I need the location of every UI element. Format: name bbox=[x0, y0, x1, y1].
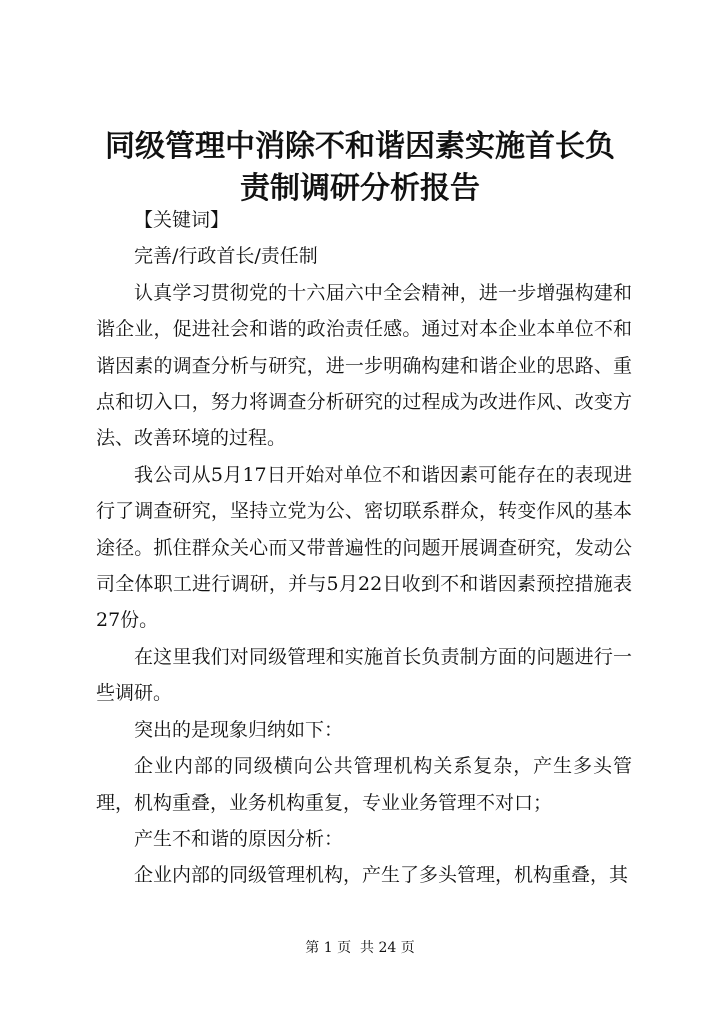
body-paragraph: 认真学习贯彻党的十六届六中全会精神，进一步增强构建和谐企业，促进社会和谐的政治责任感。通过对本企业本单位不和谐因素的调查分析与研究，进一步明确构建和谐企业的思路、重点和切入口，努力将调查分析研究的过程成为改进作风、改变方法、改善环境的过程。 bbox=[96, 281, 632, 450]
body-paragraph: 企业内部的同级横向公共管理机构关系复杂，产生多头管理，机构重叠，业务机构重复，专业业务管理不对口； bbox=[96, 755, 632, 814]
body-paragraph: 我公司从5月17日开始对单位不和谐因素可能存在的表现进行了调查研究，坚持立党为公、密切联系群众，转变作风的基本途径。抓住群众关心而又带普遍性的问题开展调查研究，发动公司全体职工进行调研，并与5月22日收到不和谐因素预控措施表27份。 bbox=[96, 463, 632, 632]
body-paragraph: 突出的是现象归纳如下： bbox=[134, 718, 344, 741]
keywords-list: 完善/行政首长/责任制 bbox=[134, 245, 318, 268]
page-number: 第 1 页 共 24 页 bbox=[305, 940, 415, 956]
body-paragraph: 在这里我们对同级管理和实施首长负责制方面的问题进行一些调研。 bbox=[96, 645, 632, 705]
document-title: 同级管理中消除不和谐因素实施首长负责制调研分析报告 bbox=[105, 129, 615, 206]
keywords-heading: 【关键词】 bbox=[134, 209, 230, 231]
body-paragraph: 产生不和谐的原因分析： bbox=[134, 827, 344, 850]
page-footer bbox=[0, 938, 720, 958]
document-body bbox=[96, 202, 632, 894]
body-paragraph: 企业内部的同级管理机构，产生了多头管理，机构重叠，其 bbox=[134, 864, 629, 887]
